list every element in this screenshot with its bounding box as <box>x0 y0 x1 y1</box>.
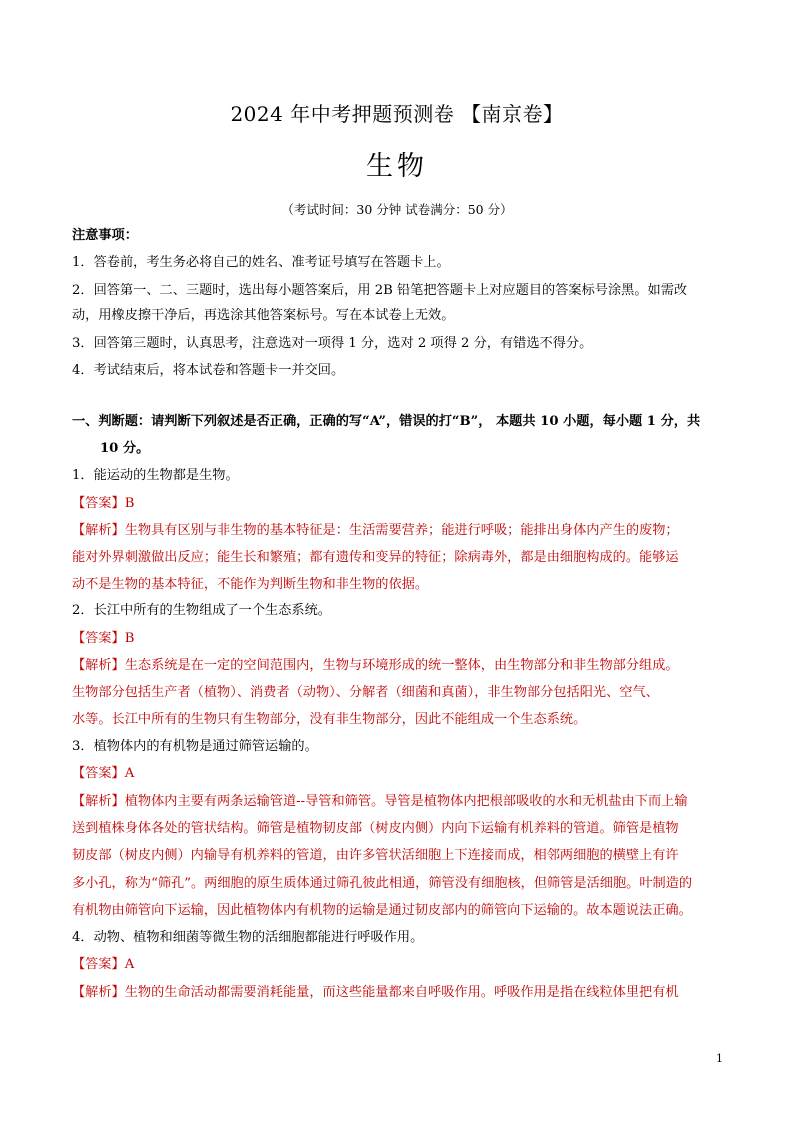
analysis-line: 生物部分包括生产者（植物）、消费者（动物）、分解者（细菌和真菌），非生物部分包括阳光、空气、 <box>72 685 659 700</box>
section-heading-cont: 10 分。 <box>100 441 150 456</box>
analysis-line: 【解析】生物的生命活动都需要消耗能量，而这些能量都来自呼吸作用。呼吸作用是指在线粒体里把有机 <box>72 985 679 1000</box>
analysis-line: 【解析】生物具有区别与非生物的基本特征是：生活需要营养；能进行呼吸；能排出身体内产生的废物； <box>72 523 679 538</box>
subject-title: 生物 <box>366 151 428 182</box>
notes-heading: 注意事项： <box>72 228 138 243</box>
analysis-line: 多小孔，称为“筛孔”。两细胞的原生质体通过筛孔彼此相通，筛管没有细胞核，但筛管是活细胞。叶制造的 <box>72 876 693 891</box>
question-stem: 2．长江中所有的生物组成了一个生态系统。 <box>72 603 331 618</box>
note-item: 3．回答第三题时，认真思考，注意选对一项得 1 分，选对 2 项得 2 分，有错选不得分。 <box>72 336 593 351</box>
analysis-line: 动不是生物的基本特征，不能作为判断生物和非生物的依据。 <box>72 577 429 592</box>
section-heading: 一、判断题：请判断下列叙述是否正确，正确的写“A”，错误的打“B”， 本题共 10 小题，每小题 1 分，共 <box>72 414 701 429</box>
note-item: 4．考试结束后，将本试卷和答题卡一并交回。 <box>72 363 345 378</box>
note-item: 动，用橡皮擦干净后，再选涂其他答案标号。写在本试卷上无效。 <box>72 308 455 323</box>
analysis-line: 【解析】植物体内主要有两条运输管道--导管和筛管。导管是植物体内把根部吸收的水和无机盐由下而上输 <box>72 794 688 809</box>
page-title: 2024 年中考押题预测卷 【南京卷】 <box>230 102 564 126</box>
analysis-line: 能对外界刺激做出反应；能生长和繁殖；都有遗传和变异的特征；除病毒外，都是由细胞构成的。能够运 <box>72 550 679 565</box>
answer-label: 【答案】B <box>72 631 135 646</box>
question-stem: 4．动物、植物和细菌等微生物的活细胞都能进行呼吸作用。 <box>72 930 424 945</box>
note-item: 1．答卷前，考生务必将自己的姓名、准考证号填写在答题卡上。 <box>72 255 450 270</box>
analysis-line: 水等。长江中所有的生物只有生物部分，没有非生物部分，因此不能组成一个生态系统。 <box>72 712 587 727</box>
answer-label: 【答案】B <box>72 496 135 511</box>
question-stem: 1．能运动的生物都是生物。 <box>72 468 239 483</box>
analysis-line: 送到植株身体各处的管状结构。筛管是植物韧皮部（树皮内侧）内向下运输有机养料的管道。筛管是植物 <box>72 821 679 836</box>
answer-label: 【答案】A <box>72 957 135 972</box>
analysis-line: 【解析】生态系统是在一定的空间范围内，生物与环境形成的统一整体，由生物部分和非生物部分组成。 <box>72 658 679 673</box>
note-item: 2．回答第一、二、三题时，选出每小题答案后，用 2B 铅笔把答题卡上对应题目的答案标号涂黑。如需改 <box>72 283 688 298</box>
page-number: 1 <box>716 1052 723 1065</box>
answer-label: 【答案】A <box>72 766 135 781</box>
question-stem: 3．植物体内的有机物是通过筛管运输的。 <box>72 739 318 754</box>
analysis-line: 有机物由筛管向下运输，因此植物体内有机物的运输是通过韧皮部内的筛管向下运输的。故本题说法正确。 <box>72 903 692 918</box>
analysis-line: 韧皮部（树皮内侧）内输导有机养料的管道，由许多管状活细胞上下连接而成，相邻两细胞的横壁上有许 <box>72 848 679 863</box>
exam-info: （考试时间：30 分钟 试卷满分：50 分） <box>281 202 513 217</box>
